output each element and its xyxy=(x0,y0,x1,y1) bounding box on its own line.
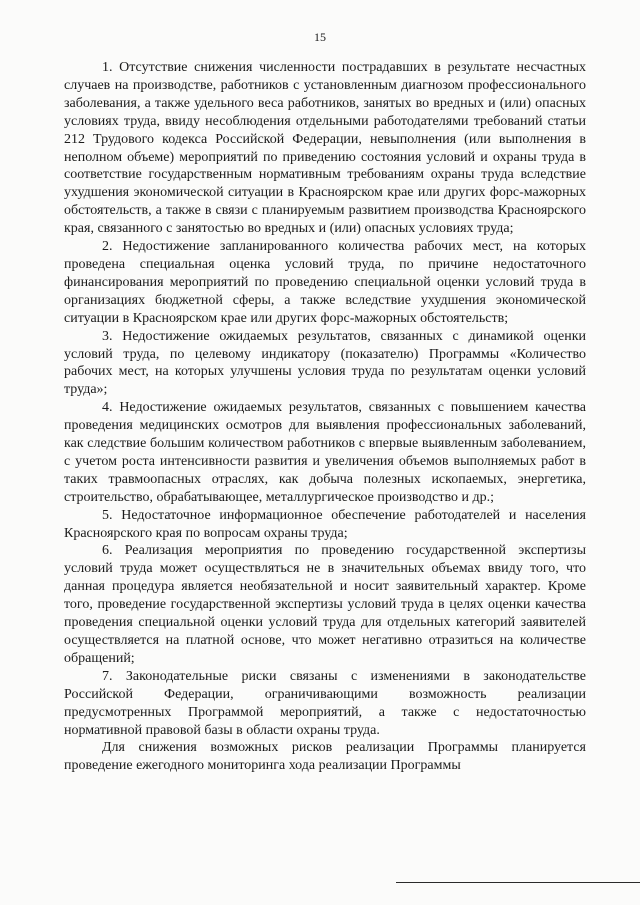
paragraph-3: 3. Недостижение ожидаемых результатов, связанных с динамикой оценки условий труда, по целевому индикатору (показателю) Программы «Количество рабочих мест, на которых улучшены условия труда по результатам оценки условий труда»; xyxy=(64,328,586,398)
paragraph-1: 1. Отсутствие снижения численности пострадавших в результате несчастных случаев на производстве, работников с установленным диагнозом профессионального заболевания, а также удельного веса работников, занятых во вредных и (или) опасных условиях труда, ввиду несоблюдения отдельными работодателями требований статьи 212 Трудового кодекса Российской Федерации, невыполнения (или выполнения в неполном объеме) мероприятий по приведению состояния условий и охраны труда в соответствие государственным нормативным требованиям охраны труда вследствие ухудшения экономической ситуации в Красноярском крае или других форс-мажорных обстоятельств, а также в связи с планируемым развитием производства Красноярского края, связанного с занятостью во вредных и (или) опасных условиях труда; xyxy=(64,60,586,237)
paragraph-7: 7. Законодательные риски связаны с изменениями в законодательстве Российской Федерации, ограничивающими возможность реализации предусмотренных Программой мероприятий, а также с недостаточностью нормативной правовой базы в области охраны труда. xyxy=(64,668,586,738)
paragraph-6: 6. Реализация мероприятия по проведению государственной экспертизы условий труда может осуществляться не в значительных объемах ввиду того, что данная процедура является необязательной и носит заявительный характер. Кроме того, проведение государственной экспертизы условий труда в целях оценки качества проведения специальной оценки условий труда для отдельных категорий заявителей осуществляется на платной основе, что может негативно отразиться на количестве обращений; xyxy=(64,543,586,666)
paragraph-5: 5. Недостаточное информационное обеспечение работодателей и населения Красноярского края по вопросам охраны труда; xyxy=(64,507,586,541)
page-number: 15 xyxy=(314,30,326,44)
paragraph-8: Для снижения возможных рисков реализации Программы планируется проведение ежегодного мониторинга хода реализации Программы xyxy=(64,740,586,774)
paragraph-2: 2. Недостижение запланированного количества рабочих мест, на которых проведена специальная оценка условий труда, по причине недостаточного финансирования мероприятий по проведению специальной оценки условий труда в организациях бюджетной сферы, а также вследствие ухудшения экономической ситуации в Красноярском крае или других форс-мажорных обстоятельств; xyxy=(64,239,586,326)
document-body xyxy=(64,59,586,775)
paragraph-4: 4. Недостижение ожидаемых результатов, связанных с повышением качества проведения медицинских осмотров для выявления профессиональных заболеваний, как следствие большим количеством работников с впервые выявленным заболеванием, с учетом роста интенсивности развития и увеличения объемов выполняемых работ в таких травмоопасных отраслях, как добыча полезных ископаемых, энергетика, строительство, обрабатывающее, металлургическое производство и др.; xyxy=(64,400,586,505)
scan-line-artifact xyxy=(396,882,640,883)
